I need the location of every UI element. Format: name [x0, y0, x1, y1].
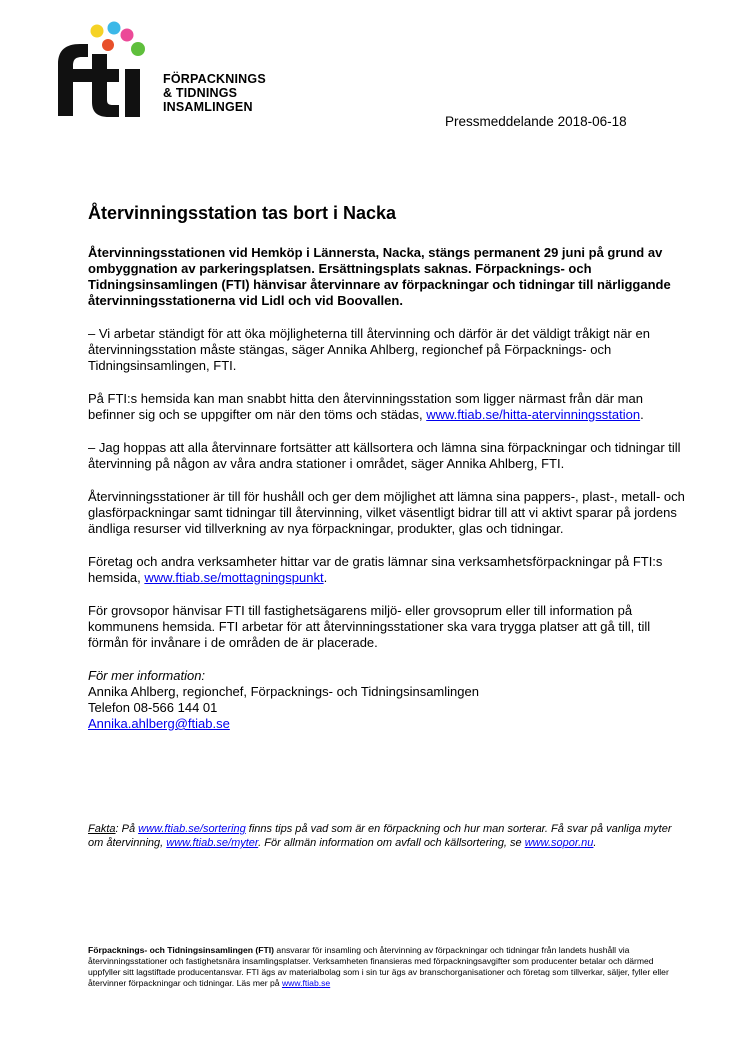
link-mottagningspunkt[interactable]: www.ftiab.se/mottagningspunkt: [144, 570, 324, 585]
paragraph-grovsopor: För grovsopor hänvisar FTI till fastighetsägarens miljö- eller grovsoprum eller till information på kommunens hemsida. FTI arbetar för att återvinningsstationer ska vara trygga platser att gå till, till förmån för invånare i de områden de är placerade.: [88, 603, 651, 650]
fti-logo: [48, 20, 288, 120]
footer-link-ftiab[interactable]: www.ftiab.se: [281, 978, 331, 988]
footer-about: [88, 945, 688, 989]
logo-dot-green: [131, 42, 145, 56]
logo-letter-i: [125, 69, 140, 117]
logo-line-3: INSAMLINGEN: [163, 100, 253, 114]
logo-dot-orange: [102, 39, 114, 51]
logo-line-2: & TIDNINGS: [163, 86, 238, 100]
lead-paragraph: Återvinningsstationen vid Hemköp i Lännersta, Nacka, stängs permanent 29 juni på grund av ombyggnation av parkeringsplatsen. Ersättningsplats saknas. Förpacknings- och Tidningsinsamlingen (FTI) hänvisar återvinnare av förpackningar och tidningar till närliggande återvinningsstationerna vid Lidl och vid Boovallen.: [88, 245, 671, 308]
logo-letter-t: [85, 54, 119, 117]
fakta-text-1: : På: [115, 823, 139, 835]
paragraph-companies-text: Företag och andra verksamheter hittar var de gratis lämnar sina verksamhetsförpackningar på FTI:s hemsida,: [88, 554, 663, 585]
paragraph-companies: [88, 554, 688, 586]
contact-heading: För mer information:: [88, 668, 206, 683]
contact-name: Annika Ahlberg, regionchef, Förpacknings- och Tidningsinsamlingen: [88, 684, 479, 699]
paragraph-stations: Återvinningsstationer är till för hushåll och ger dem möjlighet att lämna sina pappers-, plast-, metall- och glasförpackningar samt tidningar till återvinning, vilket väsentligt bidrar till att vi aktivt sparar på jordens ändliga resurser vid tillverkning av nya förpackningar, produkter, glas och tidningar.: [88, 489, 685, 536]
paragraph-website-end: .: [640, 407, 644, 422]
logo-dot-pink: [121, 29, 134, 42]
paragraph-website: [88, 391, 688, 423]
fakta-text-2: finns tips på vad som är en förpackning och hur man sorterar. Få svar på vanliga myter om återvinning,: [88, 823, 672, 849]
logo-wordmark: [163, 72, 266, 114]
fti-logo-mark: [48, 20, 158, 120]
link-sortering[interactable]: www.ftiab.se/sortering: [138, 823, 246, 835]
logo-dot-blue: [108, 22, 121, 35]
fakta-text-3: . För allmän information om avfall och källsortering, se: [258, 837, 525, 849]
press-release-date: Pressmeddelande 2018-06-18: [445, 114, 627, 129]
article-body: [88, 245, 688, 732]
link-sopor[interactable]: www.sopor.nu: [524, 837, 594, 849]
footer-org-name: Förpacknings- och Tidningsinsamlingen (FTI): [88, 945, 275, 955]
logo-letter-f: [58, 44, 88, 116]
link-hitta-atervinningsstation[interactable]: www.ftiab.se/hitta-atervinningsstation: [426, 407, 641, 422]
contact-phone: Telefon 08-566 144 01: [88, 700, 218, 715]
contact-email-link[interactable]: Annika.ahlberg@ftiab.se: [88, 716, 230, 731]
footer-text: ansvarar för insamling och återvinning av förpackningar och tidningar från landets hushåll via återvinningsstationer och fastighetsnära insamlingsplatser. Verksamheten finansieras med förpackningsavgifter som producenter betalar och därmed uppfyller sitt lagstiftade producentansvar. FTI ägs av materialbolag som i sin tur ägs av branschorganisationer och företag som tillverkar, säljer, fyller eller återvinner förpackningar och tidningar. Läs mer på: [88, 945, 669, 988]
quote-paragraph-1: – Vi arbetar ständigt för att öka möjligheterna till återvinning och därför är det väldigt tråkigt när en återvinningsstation måste stängas, säger Annika Ahlberg, regionchef på Förpacknings- och Tidningsinsamlingen, FTI.: [88, 326, 650, 373]
paragraph-companies-end: .: [323, 570, 328, 585]
page-title: Återvinningsstation tas bort i Nacka: [88, 203, 397, 223]
quote-paragraph-2: – Jag hoppas att alla återvinnare fortsätter att källsortera och lämna sina förpackningar och tidningar till återvinning på någon av våra andra stationer i området, säger Annika Ahlberg, FTI.: [88, 440, 681, 471]
fakta-label: Fakta: [88, 823, 116, 835]
link-myter[interactable]: www.ftiab.se/myter: [166, 837, 259, 849]
paragraph-website-text: På FTI:s hemsida kan man snabbt hitta den återvinningsstation som ligger närmast från där man befinner sig och se uppgifter om när den töms och städas,: [88, 391, 643, 422]
fakta-box: [88, 822, 688, 850]
fakta-text-4: .: [593, 837, 597, 849]
logo-dot-yellow: [91, 25, 104, 38]
contact-info: [88, 668, 688, 732]
logo-line-1: FÖRPACKNINGS: [163, 72, 266, 86]
